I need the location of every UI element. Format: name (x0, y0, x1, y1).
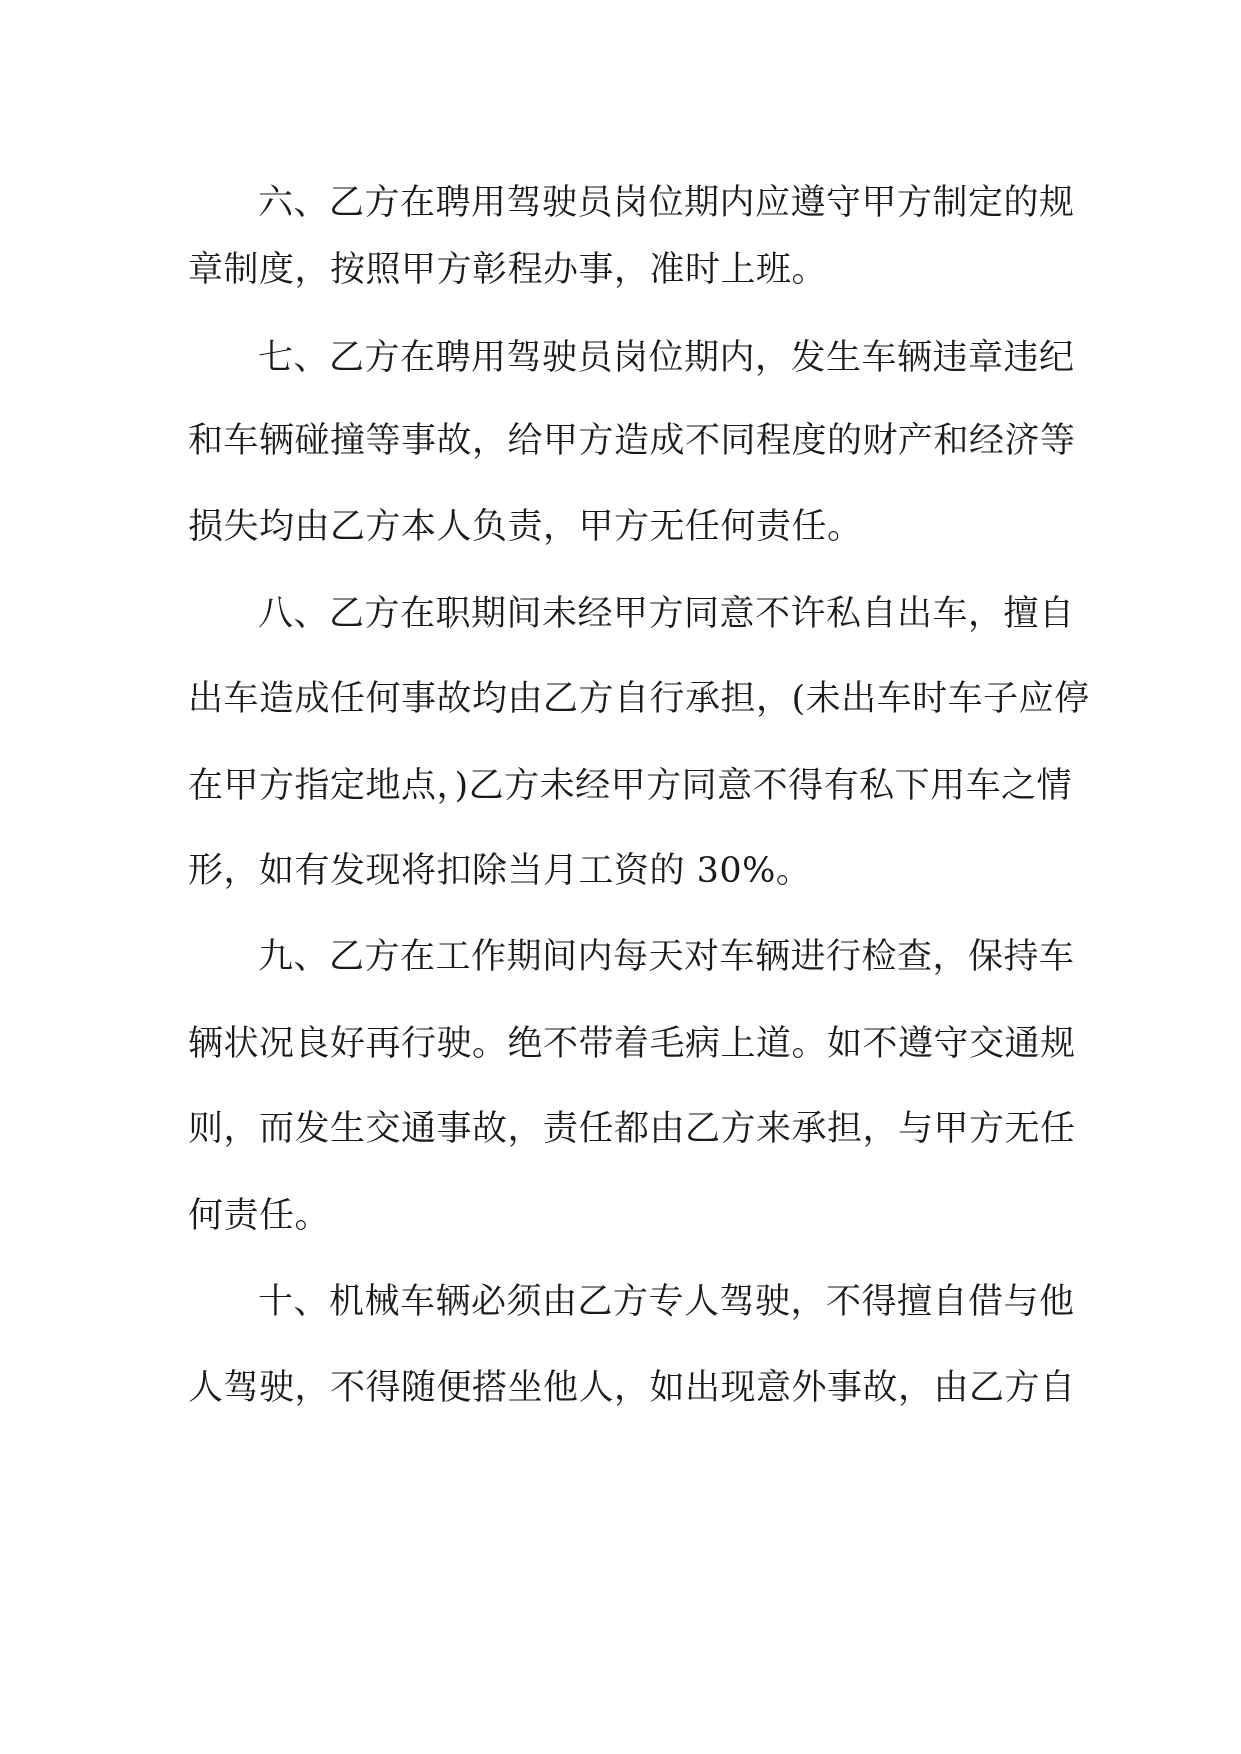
clause-6-line-1: 六、乙方在聘用驾驶员岗位期内应遵守甲方制定的规 (258, 183, 1075, 223)
clause-9-line-1: 九、乙方在工作期间内每天对车辆进行检查，保持车 (258, 937, 1075, 977)
clause-7-line-3: 损失均由乙方本人负责，甲方无任何责任。 (188, 507, 863, 547)
clause-9-line-4: 何责任。 (188, 1196, 331, 1236)
clause-7-line-2: 和车辆碰撞等事故，给甲方造成不同程度的财产和经济等 (188, 421, 1076, 461)
clause-8-line-1: 八、乙方在职期间未经甲方同意不许私自出车，擅自 (258, 594, 1075, 634)
clause-10-line-2: 人驾驶，不得随便搭坐他人，如出现意外事故，由乙方自 (188, 1368, 1076, 1408)
clause-8-line-2: 出车造成任何事故均由乙方自行承担，(未出车时车子应停 (188, 679, 1090, 719)
clause-9-line-2: 辆状况良好再行驶。绝不带着毛病上道。如不遵守交通规 (188, 1024, 1076, 1064)
clause-8-line-4: 形，如有发现将扣除当月工资的 30%。 (188, 851, 812, 891)
clause-9-line-3: 则，而发生交通事故，责任都由乙方来承担，与甲方无任 (188, 1109, 1076, 1149)
clause-8-line-3: 在甲方指定地点，)乙方未经甲方同意不得有私下用车之情 (188, 766, 1073, 806)
clause-7-line-1: 七、乙方在聘用驾驶员岗位期内，发生车辆违章违纪 (258, 338, 1075, 378)
clause-6-line-2: 章制度，按照甲方彰程办事，准时上班。 (188, 250, 828, 290)
clause-10-line-1: 十、机械车辆必须由乙方专人驾驶，不得擅自借与他 (258, 1282, 1075, 1322)
